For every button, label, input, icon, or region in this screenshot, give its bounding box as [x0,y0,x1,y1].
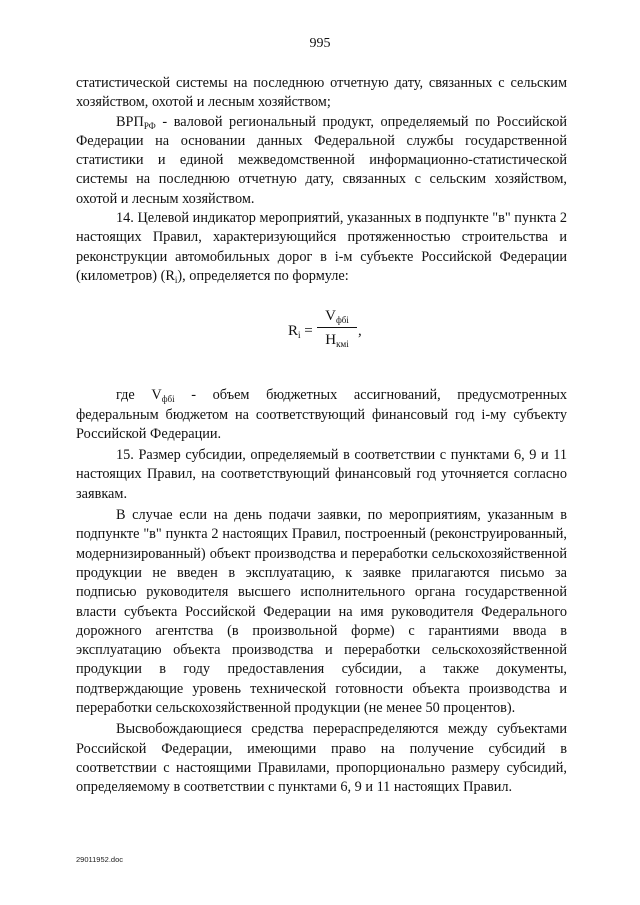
where-subscript: фбi [161,394,175,405]
formula-lhs [288,322,313,341]
grp-symbol: ВРП [116,113,144,130]
document-body [76,74,567,798]
where-text: - объем бюджетных ассигнований, предусмотренных федеральным бюджетом на соответствующий финансовый год i-му субъекту Российской Федерации. [76,387,568,442]
paragraph-application: В случае если на день подачи заявки, по мероприятиям, указанным в подпункте "в" пункта 2 настоящих Правил, построенный (реконструированный, модернизированный) объект производства и переработки сельскохозяйственной продукции не введен в эксплуатацию, к заявке прилагаются письмо за подписью руководителя высшего исполнительного органа государственной власти субъекта Российской Федерации на имя руководителя Федерального дорожного агентства (в произвольной форме) с гарантиями ввода в эксплуатацию объекта производства и переработки сельскохозяйственной продукции в году предоставления субсидии, а также документы, подтверждающие уровень технической готовности объекта производства и переработки сельскохозяйственной продукции (не менее 50 процентов). [76,507,567,717]
fraction-bar [317,327,357,328]
paragraph-grp-definition [76,113,567,209]
formula-numerator [317,306,357,326]
paragraph-redistribution: Высвобождающиеся средства перераспределяются между субъектами Российской Федерации, имеющими право на получение субсидий в соответствии с настоящими Правилами, пропорционально размеру субсидий, определяемому в соответствии с пунктами 6, 9 и 11 настоящих Правил. [76,721,567,796]
paragraph-14 [76,209,567,286]
numerator-symbol: V [325,308,336,325]
formula-denominator [317,330,357,350]
denominator-symbol: H [325,332,337,349]
paragraph-continuation: статистической системы на последнюю отчетную дату, связанных с сельским хозяйством, охотой и лесным хозяйством; [76,75,567,111]
formula-lhs-subscript: i [298,330,301,341]
paragraph-14-tail: ), определяется по формуле: [177,267,349,284]
formula [76,306,567,358]
formula-equals: = [300,323,313,340]
grp-definition-text: - валовой региональный продукт, определяемый по Российской Федерации на основании данных Федеральной службы государственной статистики и единой межведомственной информационно-статистической системы на последнюю отчетную дату, связанных с сельским хозяйством, охотой и лесным хозяйством. [76,113,567,207]
where-lead: где V [116,387,162,404]
formula-comma: , [358,323,362,340]
footer-filename: 29011952.doc [76,855,123,864]
paragraph-14-text: 14. Целевой индикатор мероприятий, указанных в подпункте "в" пункта 2 настоящих Правил, характеризующийся протяженностью строительства и реконструкции автомобильных дорог в i-м субъекте Российской Федерации (километров) (R [76,210,567,284]
denominator-subscript: кмi [336,339,349,350]
formula-lhs-symbol: R [288,323,299,340]
grp-symbol-subscript: РФ [143,120,156,131]
paragraph-where [76,386,567,444]
numerator-subscript: фбi [335,315,349,326]
r-subscript: i [174,274,178,285]
paragraph-15: 15. Размер субсидии, определяемый в соответствии с пунктами 6, 9 и 11 настоящих Правил, на соответствующий финансовый год уточняется согласно заявкам. [76,447,567,502]
page-number: 995 [309,36,331,51]
formula-fraction [317,306,357,350]
